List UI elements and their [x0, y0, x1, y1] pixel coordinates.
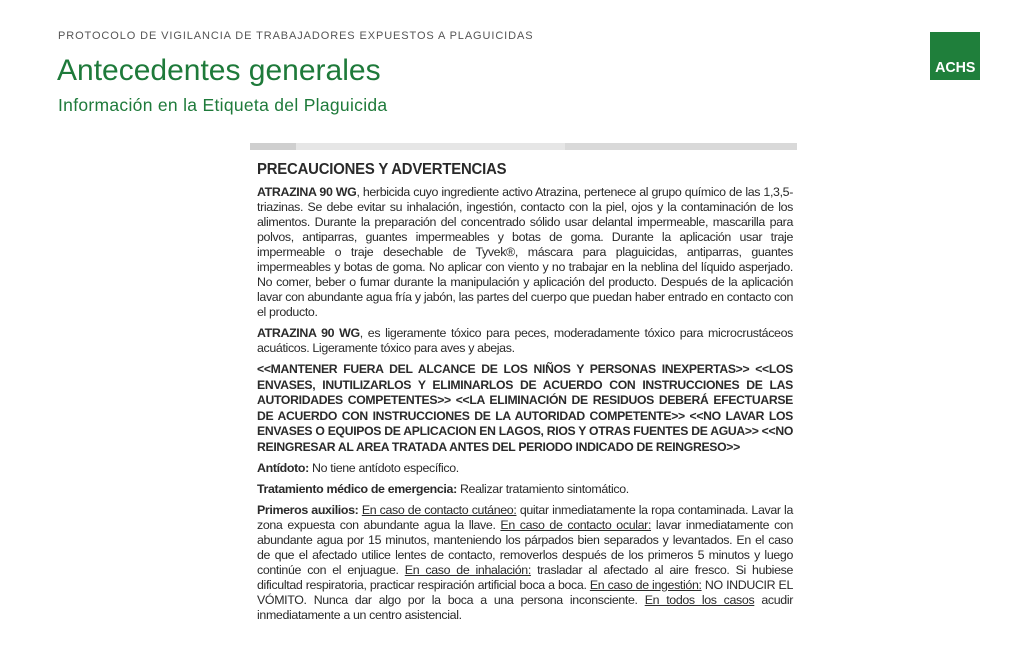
- case-all: En todos los casos: [644, 593, 755, 607]
- precautions-text: , herbicida cuyo ingrediente activo Atrazina, pertenece al grupo químico de las 1,3,5-triazinas. Se debe evitar su inhalación, ingestión, contacto con la piel, ojos y la contaminación de los alimentos. Durante la preparación del concentrado sólido usar delantal impermeable, mascarilla para polvos, antiparras, guantes impermeables y botas de goma. Durante la aplicación usar traje impermeable o traje desechable de Tyvek®, máscara para plaguicidas, antiparras, guantes impermeables y botas de goma. No aplicar con viento y no trabajar en la neblina del líquido asperjado. No comer, beber o fumar durante la manipulación y aplicación del producto. Después de la aplicación lavar con abundante agua fría y jabón, las partes del cuerpo que puedan haber entrado en contacto con el producto.: [257, 185, 794, 319]
- text-ingestion: NO INDUCIR EL VÓMITO. Nunca dar algo por la boca a una persona inconsciente.: [257, 578, 794, 607]
- label-heading: PRECAUCIONES Y ADVERTENCIAS: [257, 161, 507, 178]
- first-aid-paragraph: [257, 503, 793, 623]
- case-inhalation: En caso de inhalación:: [404, 563, 531, 577]
- logo-text: ACHS: [934, 59, 976, 76]
- case-eye: En caso de contacto ocular:: [500, 518, 652, 532]
- antidote-paragraph: [257, 461, 793, 476]
- achs-logo: [930, 32, 980, 80]
- ecotoxicity-paragraph: [257, 326, 793, 356]
- product-name: ATRAZINA 90 WG: [257, 326, 360, 340]
- first-aid-label: Primeros auxilios:: [257, 503, 359, 517]
- treatment-label: Tratamiento médico de emergencia:: [257, 482, 457, 496]
- product-name: ATRAZINA 90 WG: [257, 185, 357, 199]
- label-content: [257, 161, 793, 629]
- antidote-text: No tiene antídoto específico.: [308, 461, 459, 475]
- ecotoxicity-text: , es ligeramente tóxico para peces, moderadamente tóxico para microcrustáceos acuáticos. Ligeramente tóxico para aves y abejas.: [257, 326, 793, 355]
- top-bar-segment: [565, 143, 797, 150]
- treatment-paragraph: [257, 482, 793, 497]
- text-eye: lavar inmediatamente con abundante agua por 15 minutos, manteniendo los párpados bien separados y levantados. En el caso de que el afectado utilice lentes de contacto, removerlos después de los primeros 5 minutos y luego continúe con el enjuague.: [257, 518, 793, 577]
- case-skin: En caso de contacto cutáneo:: [361, 503, 517, 517]
- text-all: acudir inmediatamente a un centro asistencial.: [257, 593, 793, 622]
- antidote-label: Antídoto:: [257, 461, 309, 475]
- case-ingestion: En caso de ingestión:: [589, 578, 702, 592]
- header-kicker: PROTOCOLO DE VIGILANCIA DE TRABAJADORES EXPUESTOS A PLAGUICIDAS: [58, 30, 534, 42]
- page-title: Antecedentes generales: [57, 54, 381, 87]
- pesticide-label-image: [250, 143, 797, 636]
- text-skin: quitar inmediatamente la ropa contaminada. Lavar la zona expuesta con abundante agua la llave.: [257, 503, 793, 532]
- text-inhalation: trasladar al afectado al aire fresco. Si hubiese dificultad respiratoria, practicar respiración artificial boca a boca.: [257, 563, 794, 592]
- top-bar-segment: [250, 143, 296, 150]
- treatment-text: Realizar tratamiento sintomático.: [456, 482, 629, 496]
- precautions-paragraph: [257, 185, 793, 320]
- page-subtitle: Información en la Etiqueta del Plaguicida: [58, 95, 388, 115]
- warnings-paragraph: <<MANTENER FUERA DEL ALCANCE DE LOS NIÑOS Y PERSONAS INEXPERTAS>> <<LOS ENVASES, INUTILIZARLOS Y ELIMINARLOS DE ACUERDO CON INSTRUCCIONES DE LAS AUTORIDADES COMPETENTES>> <<LA ELIMINACIÓN DE RESIDUOS DEBERÁ EFECTUARSE DE ACUERDO CON INSTRUCCIONES DE LA AUTORIDAD COMPETENTE>> <<NO LAVAR LOS ENVASES O EQUIPOS DE APLICACION EN LAGOS, RIOS Y OTRAS FUENTES DE AGUA>> <<NO REINGRESAR AL AREA TRATADA ANTES DEL PERIODO INDICADO DE REINGRESO>>: [257, 362, 793, 454]
- label-top-bar: [250, 143, 797, 150]
